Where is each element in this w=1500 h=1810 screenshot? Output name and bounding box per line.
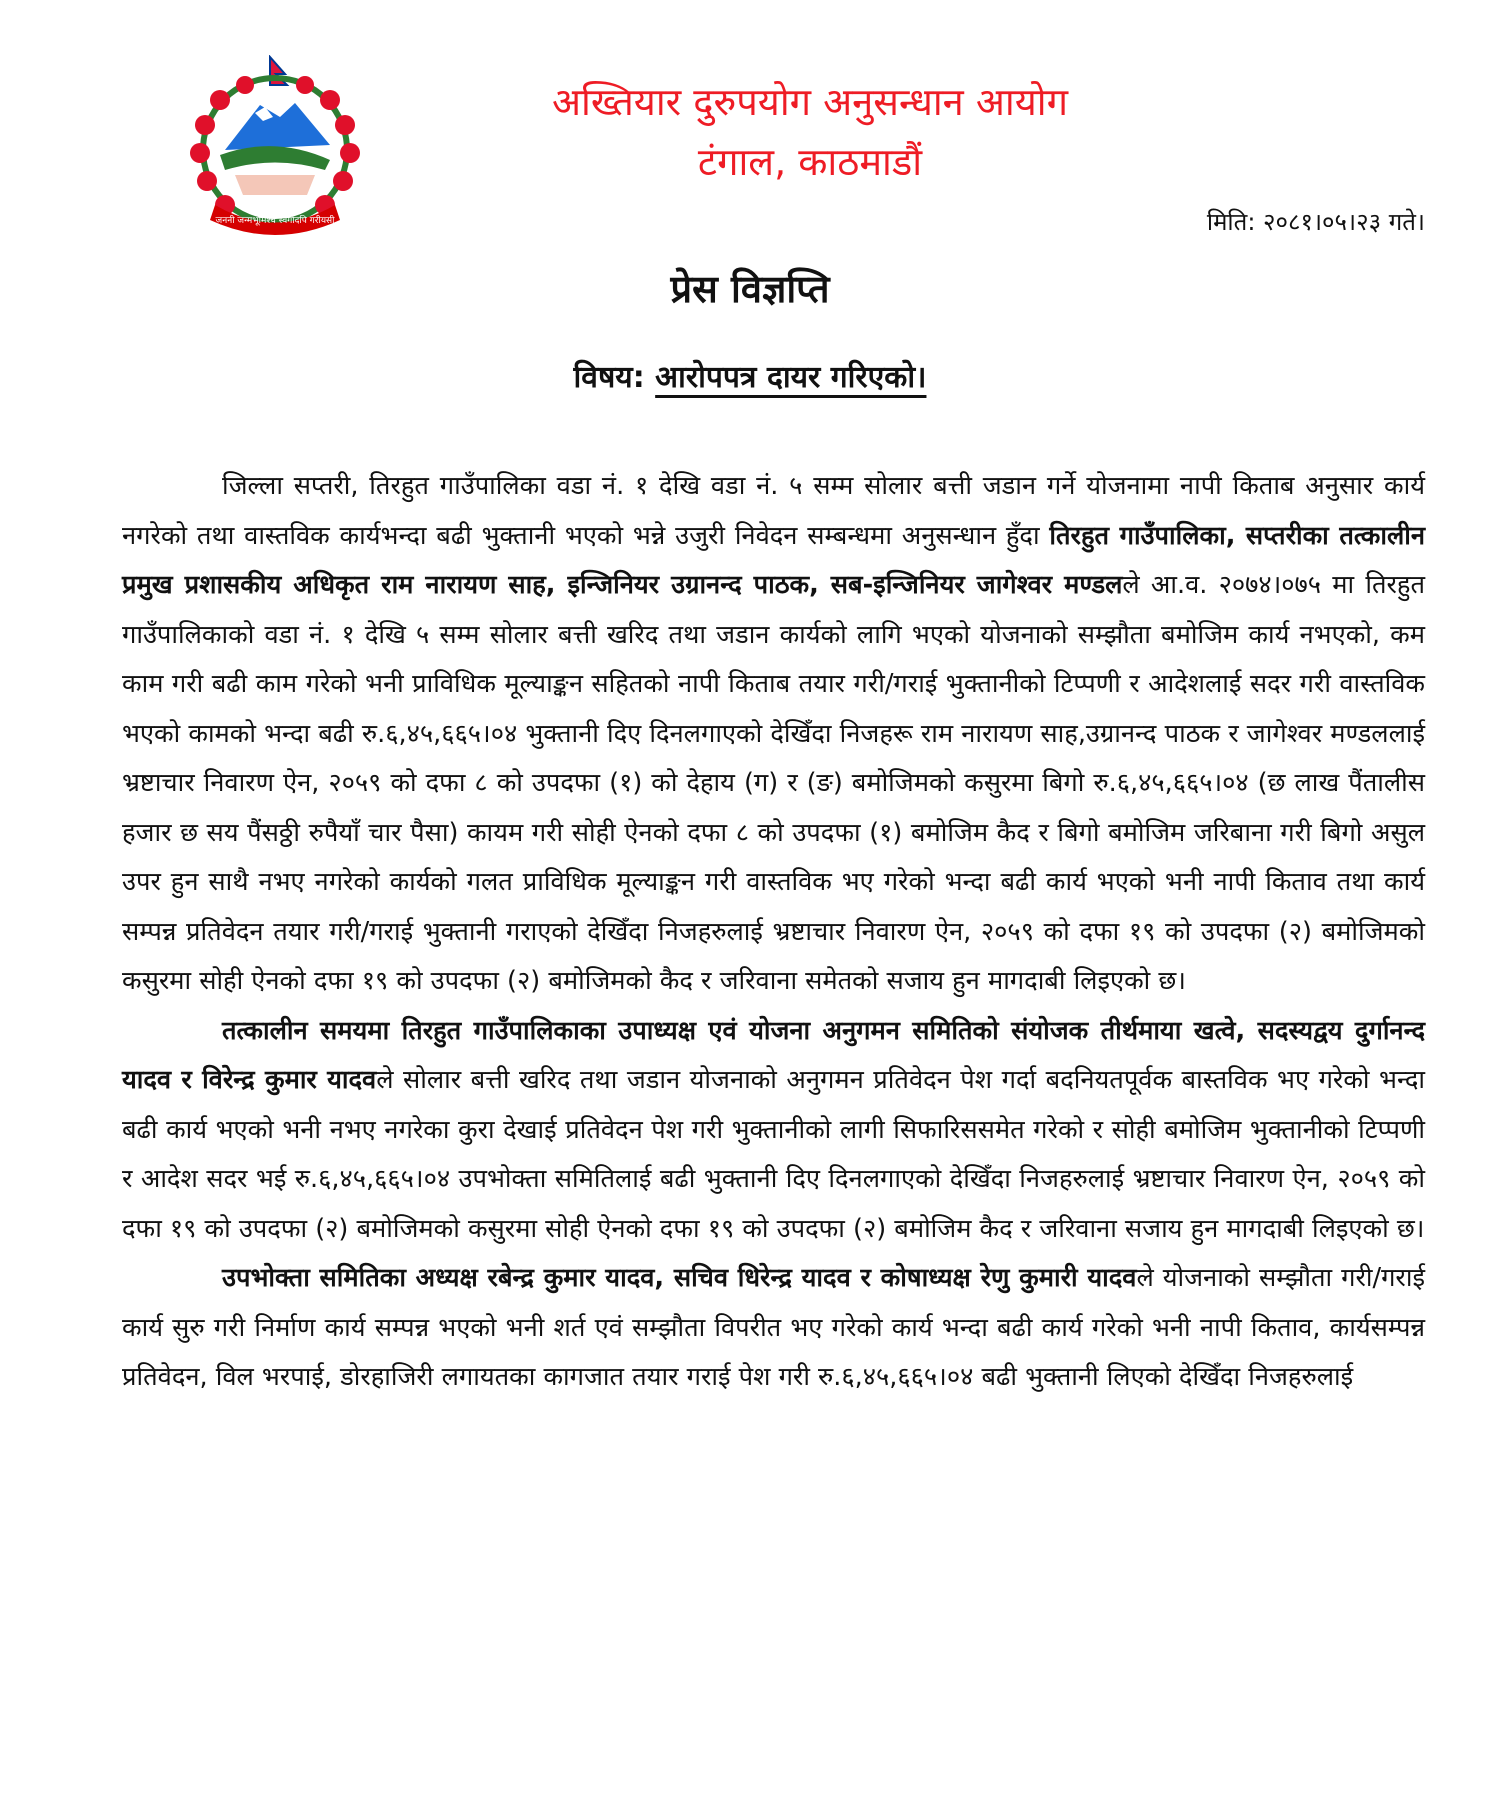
svg-text:जननी जन्मभूमिश्च स्वर्गादपि गर: जननी जन्मभूमिश्च स्वर्गादपि गरीयसी <box>215 216 335 226</box>
press-release-body <box>122 462 1425 1403</box>
org-name: अख्तियार दुरुपयोग अनुसन्धान आयोग <box>552 80 1068 124</box>
paragraph-text: जिल्ला सप्तरी, तिरहुत गाउँपालिका वडा नं. १ देखि वडा नं. ५ सम्म सोलार बत्ती जडान गर्ने योजनामा नापी किताब अनुसार कार्य नगरेको तथा वास्तविक कार्यभन्दा बढी भुक्तानी भएको भन्ने उजुरी निवेदन सम्बन्धमा अनुसन्धान हुँदा <box>122 471 1425 551</box>
paragraph <box>122 1254 1425 1403</box>
subject-label: विषय: <box>573 360 645 395</box>
paragraph-text: ले सोलार बत्ती खरिद तथा जडान योजनाको अनुगमन प्रतिवेदन पेश गर्दा बदनियतपूर्वक बास्तविक भए गरेको भन्दा बढी कार्य भएको भनी नभए नगरेका कुरा देखाई प्रतिवेदन पेश गरी भुक्तानीको लागी सिफारिससमेत गरेको र सोही बमोजिम भुक्तानीको टिप्पणी र आदेश सदर भई रु.६,४५,६६५।०४ उपभोक्ता समितिलाई बढी भुक्तानी दिए दिनलगाएको देखिँदा निजहरुलाई भ्रष्टाचार निवारण ऐन, २०५९ को दफा १९ को उपदफा (२) बमोजिमको कसुरमा सोही ऐनको दफा १९ को उपदफा (२) बमोजिम कैद र जरिवाना सजाय हुन मागदाबी लिइएको छ। <box>122 1065 1425 1244</box>
date: मिति: २०८१।०५।२३ गते। <box>1206 208 1425 236</box>
page-title: प्रेस विज्ञप्ति <box>670 267 830 311</box>
accused-names: उपभोक्ता समितिका अध्यक्ष रबेन्द्र कुमार यादव, सचिव धिरेन्द्र यादव र कोषाध्यक्ष रेणु कुमारी यादव <box>222 1263 1137 1293</box>
subject-line <box>0 355 1500 396</box>
paragraph <box>122 1007 1425 1255</box>
paragraph <box>122 462 1425 1007</box>
org-address: टंगाल, काठमाडौं <box>697 140 923 184</box>
paragraph-text: ले योजनाको सम्झौता गरी/गराई कार्य सुरु गरी निर्माण कार्य सम्पन्न भएको भनी शर्त एवं सम्झौता विपरीत भए गरेको कार्य भन्दा बढी कार्य गरेको भनी नापी किताव, कार्यसम्पन्न प्रतिवेदन, विल भरपाई, डोरहाजिरी लगायतका कागजात तयार गराई पेश गरी रु.६,४५,६६५।०४ बढी भुक्तानी लिएको देखिँदा निजहरुलाई <box>122 1263 1425 1392</box>
paragraph-text: ले आ.व. २०७४।०७५ मा तिरहुत गाउँपालिकाको वडा नं. १ देखि ५ सम्म सोलार बत्ती खरिद तथा जडान कार्यको लागि भएको योजनाको सम्झौता बमोजिम कार्य नभएको, कम काम गरी बढी काम गरेको भनी प्राविधिक मूल्याङ्कन सहितको नापी किताब तयार गरी/गराई भुक्तानीको टिप्पणी र आदेशलाई सदर गरी वास्तविक भएको कामको भन्दा बढी रु.६,४५,६६५।०४ भुक्तानी दिए दिनलगाएको देखिँदा निजहरू राम नारायण साह,उग्रानन्द पाठक र जागेश्वर मण्डललाई भ्रष्टाचार निवारण ऐन, २०५९ को दफा ८ को उपदफा (१) को देहाय (ग) र (ङ) बमोजिमको कसुरमा बिगो रु.६,४५,६६५।०४ (छ लाख पैंतालीस हजार छ सय पैंसठ्ठी रुपैयाँ चार पैसा) कायम गरी सोही ऐनको दफा ८ को उपदफा (१) बमोजिम कैद र बिगो बमोजिम जरिबाना गरी बिगो असुल उपर हुन साथै नभए नगरेको कार्यको गलत प्राविधिक मूल्याङ्कन गरी वास्तविक भए गरेको भन्दा बढी कार्य भएको भनी नापी किताव तथा कार्य सम्पन्न प्रतिवेदन तयार गरी/गराई भुक्तानी गराएको देखिँदा निजहरुलाई भ्रष्टाचार निवारण ऐन, २०५९ को दफा १९ को उपदफा (२) बमोजिमको कसुरमा सोही ऐनको दफा १९ को उपदफा (२) बमोजिमको कैद र जरिवाना समेतको सजाय हुन मागदाबी लिइएको छ। <box>122 570 1426 996</box>
subject-text: आरोपपत्र दायर गरिएको। <box>655 360 927 395</box>
accused-names: तत्कालीन समयमा तिरहुत गाउँपालिकाका उपाध्यक्ष एवं योजना अनुगमन समितिको संयोजक तीर्थमाया खत्वे, सदस्यद्वय दुर्गानन्द यादव र विरेन्द्र कुमार यादव <box>122 1015 1425 1095</box>
accused-names: तिरहुत गाउँपालिका, सप्तरीका तत्कालीन प्रमुख प्रशासकीय अधिकृत राम नारायण साह, इन्जिनियर उग्रानन्द पाठक, सब-इन्जिनियर जागेश्वर मण्डल <box>122 520 1426 600</box>
